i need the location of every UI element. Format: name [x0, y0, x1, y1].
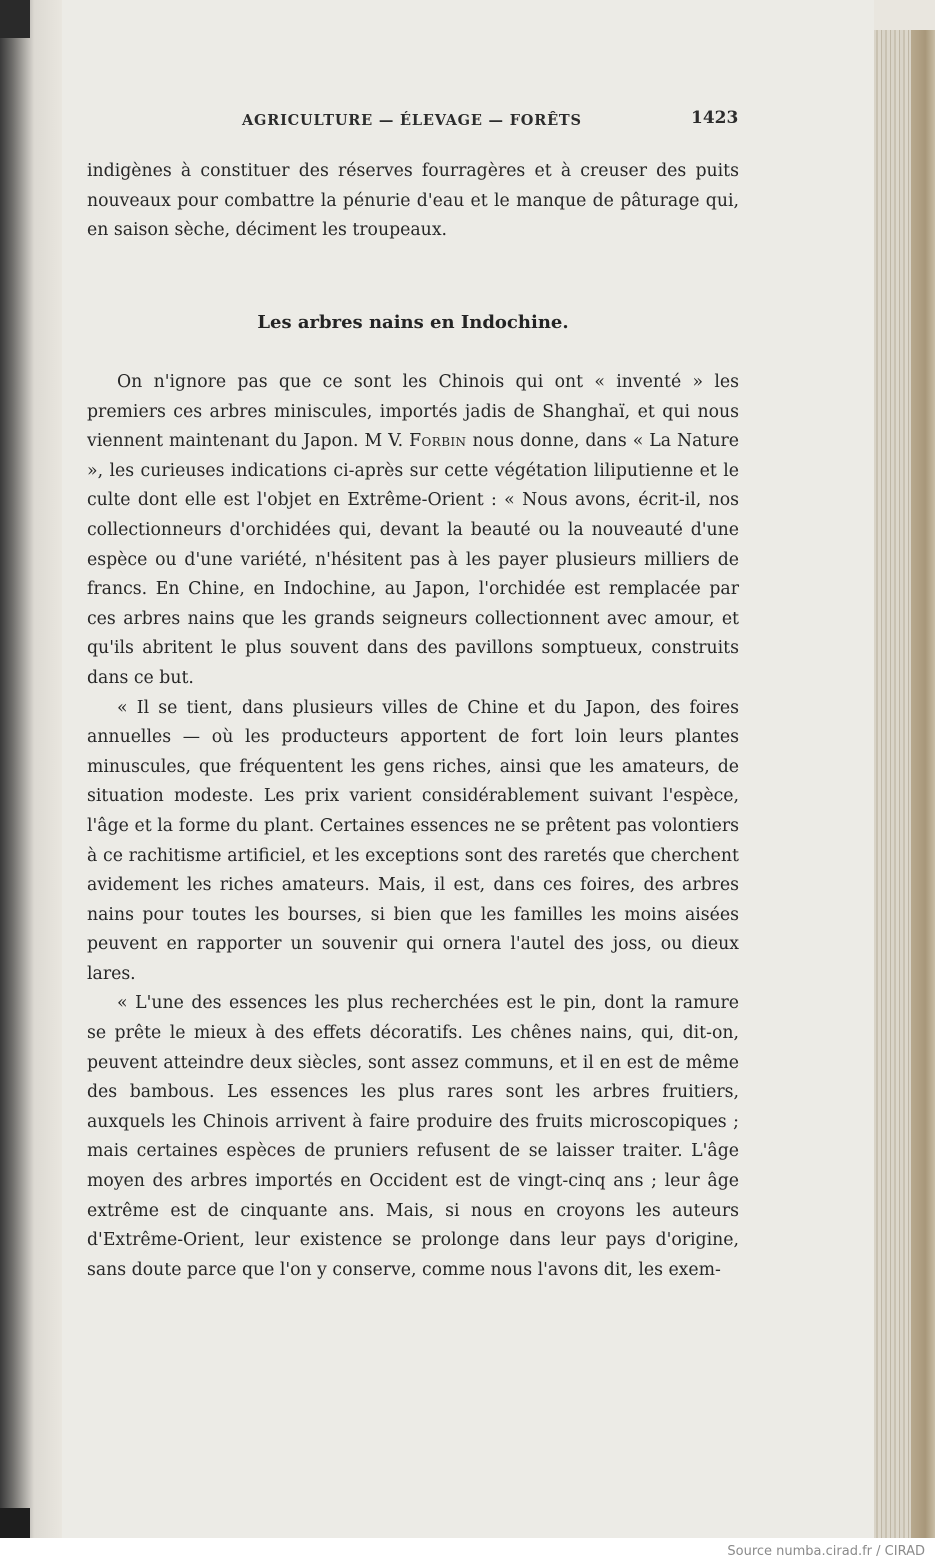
author-name: Forbin [409, 431, 467, 452]
page-edges [872, 30, 935, 1538]
binding-shadow [0, 0, 62, 1538]
article-body [87, 368, 739, 1285]
intro-paragraph: indigènes à constituer des réserves fourragères et à creuser des puits nouveaux pour combattre la pénurie d'eau et le manque de pâturage qui, en saison sèche, déciment les troupeaux. [87, 161, 739, 241]
book-page [62, 0, 874, 1538]
paragraph: « Il se tient, dans plusieurs villes de Chine et du Japon, des foires annuelles — où les producteurs apportent de fort loin leurs plantes minuscules, que fréquentent les gens riches, ainsi que les amateurs, de situation modeste. Les prix varient considérablement suivant l'espèce, l'âge et la forme du plant. Certaines essences ne se prêtent pas volontiers à ce rachitisme artificiel, et les exceptions sont des raretés que cherchent avidement les riches amateurs. Mais, il est, dans ces foires, des arbres nains pour toutes les bourses, si bien que les familles les moins aisées peuvent en rapporter un souvenir qui ornera l'autel des joss, ou dieux lares. [87, 697, 739, 984]
scan-border-top-left [0, 0, 30, 38]
source-credit: Source numba.cirad.fr / CIRAD [727, 1544, 925, 1559]
paragraph-text: On n'ignore pas que ce sont les Chinois qui ont « inventé » les premiers ces arbres miniscules, importés jadis de Shanghaï, et qui nous viennent maintenant du Japon. M V. [87, 372, 739, 452]
paragraph: « L'une des essences les plus recherchées est le pin, dont la ramure se prête le mieux à des effets décoratifs. Les chênes nains, qui, dit-on, peuvent atteindre deux siècles, sont assez communs, et il en est de même des bambous. Les essences les plus rares sont les arbres fruitiers, auxquels les Chinois arrivent à faire produire des fruits microscopiques ; mais certaines espèces de pruniers refusent de se laisser traiter. L'âge moyen des arbres importés en Occident est de vingt-cinq ans ; leur âge extrême est de cinquante ans. Mais, si nous en croyons les auteurs d'Extrême-Orient, leur existence se prolonge dans leur pays d'origine, sans doute parce que l'on y conserve, comme nous l'avons dit, les exem- [87, 993, 739, 1280]
paragraph [87, 368, 739, 694]
page-number: 1423 [691, 108, 739, 128]
section-title: Les arbres nains en Indochine. [257, 312, 569, 333]
running-head: AGRICULTURE — ÉLEVAGE — FORÊTS [242, 112, 582, 129]
scan-border-bottom-left [0, 1508, 30, 1538]
paragraph-text: nous donne, dans « La Nature », les curieuses indications ci-après sur cette végétation liliputienne et le culte dont elle est l'objet en Extrême-Orient : « Nous avons, écrit-il, nos collectionneurs d'orchidées qui, devant la beauté ou la nouveauté d'une espèce ou d'une variété, n'hésitent pas à les payer plusieurs milliers de francs. En Chine, en Indochine, au Japon, l'orchidée est remplacée par ces arbres nains que les grands seigneurs collectionnent avec amour, et qu'ils abritent le plus souvent dans des pavillons somptueux, construits dans ce but. [87, 431, 739, 688]
